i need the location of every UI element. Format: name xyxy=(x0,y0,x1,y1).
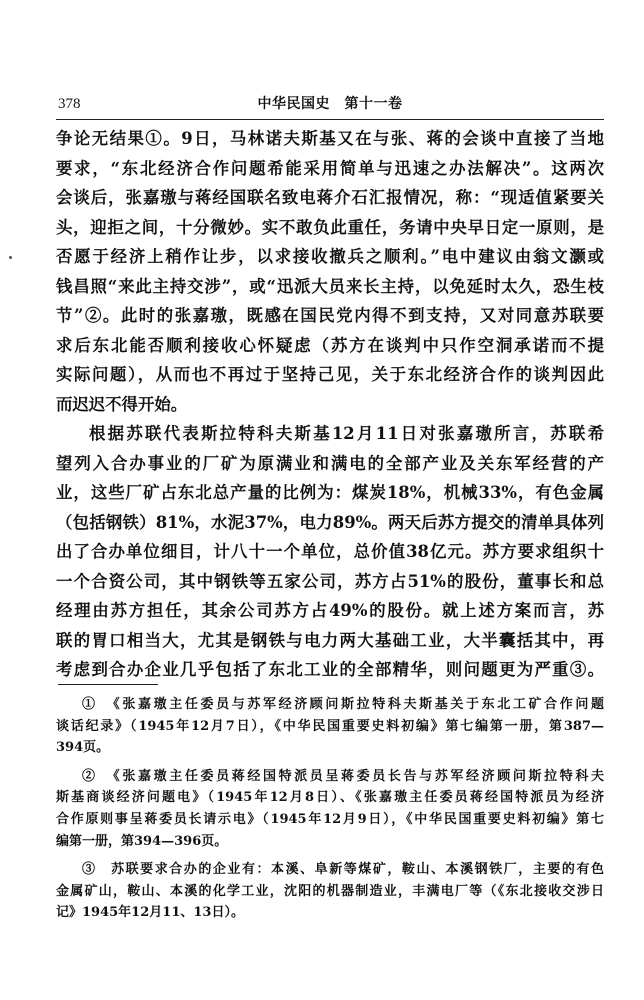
footnote-2 xyxy=(56,766,604,852)
header-rule xyxy=(56,119,604,120)
page-header xyxy=(56,94,604,118)
body-line: 争论无结果①。9日，马林诺夫斯基又在与张、蒋的会谈中直接了当地 xyxy=(56,129,604,148)
footnote-line: 合作原则事呈蒋委员长请示电》（1945年12月9日），《中华民国重要史料初编》第七 xyxy=(56,811,604,827)
body-line: 联的胃口相当大，尤其是钢铁与电力两大基础工业，大半囊括其中，再 xyxy=(56,630,604,650)
body-line: 钱昌照“来此主持交涉”，或“迅派大员来长主持，以免延时太久，恐生枝 xyxy=(56,276,604,296)
body-line: 一个合资公司，其中钢铁等五家公司，苏方占51%的股份，董事长和总 xyxy=(56,571,604,591)
body-line: 而迟迟不得开始。 xyxy=(56,394,188,414)
body-line: 经理由苏方担任，其余公司苏方占49%的股份。就上述方案而言，苏 xyxy=(56,601,604,620)
body-line: 否愿于经济上稍作让步，以求接收撤兵之顺利。”电中建议由翁文灏或 xyxy=(56,247,604,266)
body-line: 头，迎拒之间，十分微妙。实不敢负此重任，务请中央早日定一原则，是 xyxy=(56,217,604,237)
body-line: 会谈后，张嘉璈与蒋经国联名致电蒋介石汇报情况，称：“现适值紧要关 xyxy=(56,188,604,207)
footnote-line: 394页。 xyxy=(56,740,110,756)
footnote-3 xyxy=(56,859,604,924)
scan-speck xyxy=(9,256,12,259)
body-line: 出了合办单位细目，计八十一个单位，总价值38亿元。苏方要求组织十 xyxy=(56,542,604,561)
footnote-line: 金属矿山，鞍山、本溪的化学工业，沈阳的机器制造业，丰满电厂等（《东北接收交涉日 xyxy=(56,883,604,899)
footnotes xyxy=(56,694,604,931)
paragraph-start-line: 根据苏联代表斯拉特科夫斯基12月11日对张嘉璈所言，苏联希 xyxy=(89,424,604,443)
footnote-line: 记》1945年12月11、13日）。 xyxy=(56,905,244,921)
footnote-line: ③ 苏联要求合办的企业有：本溪、阜新等煤矿，鞍山、本溪钢铁厂，主要的有色 xyxy=(82,862,604,878)
body-line: 考虑到合办企业几乎包括了东北工业的全部精华，则问题更为严重③。 xyxy=(56,660,604,679)
body-line: 业，这些厂矿占东北总产量的比例为：煤炭18%，机械33%，有色金属 xyxy=(56,483,604,502)
body-line: （包括钢铁）81%，水泥37%，电力89%。两天后苏方提交的清单具体列 xyxy=(56,512,604,532)
footnote-line: ① 《张嘉璈主任委员与苏军经济顾问斯拉特科夫斯基关于东北工矿合作问题 xyxy=(82,697,604,712)
body-line: 节”②。此时的张嘉璈，既感在国民党内得不到支持，又对同意苏联要 xyxy=(56,306,604,325)
footnote-line: 编第一册，第394—396页。 xyxy=(56,833,228,849)
body-line: 望列入合办事业的厂矿为原满业和满电的全部产业及关东军经营的产 xyxy=(56,453,604,473)
running-title: 中华民国史 第十一卷 xyxy=(257,96,403,112)
page-number: 378 xyxy=(58,96,81,112)
body-text xyxy=(56,124,604,685)
footnote-1 xyxy=(56,694,604,759)
body-line: 求后东北能否顺利接收心怀疑虑（苏方在谈判中只作空洞承诺而不提 xyxy=(56,335,604,355)
footnote-rule xyxy=(58,684,158,685)
footnote-line: ② 《张嘉璈主任委员蒋经国特派员呈蒋委员长告与苏军经济顾问斯拉特科夫 xyxy=(82,768,604,784)
body-line: 要求，“东北经济合作问题希能采用简单与迅速之办法解决”。这两次 xyxy=(56,158,604,178)
footnote-line: 谈话纪录》（1945年12月7日），《中华民国重要史料初编》第七编第一册，第387— xyxy=(56,718,604,734)
body-line: 实际问题），从而也不再过于坚持己见，关于东北经济合作的谈判因此 xyxy=(56,365,604,384)
footnote-line: 斯基商谈经济问题电》（1945年12月8日）、《张嘉璈主任委员蒋经国特派员为经济 xyxy=(56,790,604,806)
